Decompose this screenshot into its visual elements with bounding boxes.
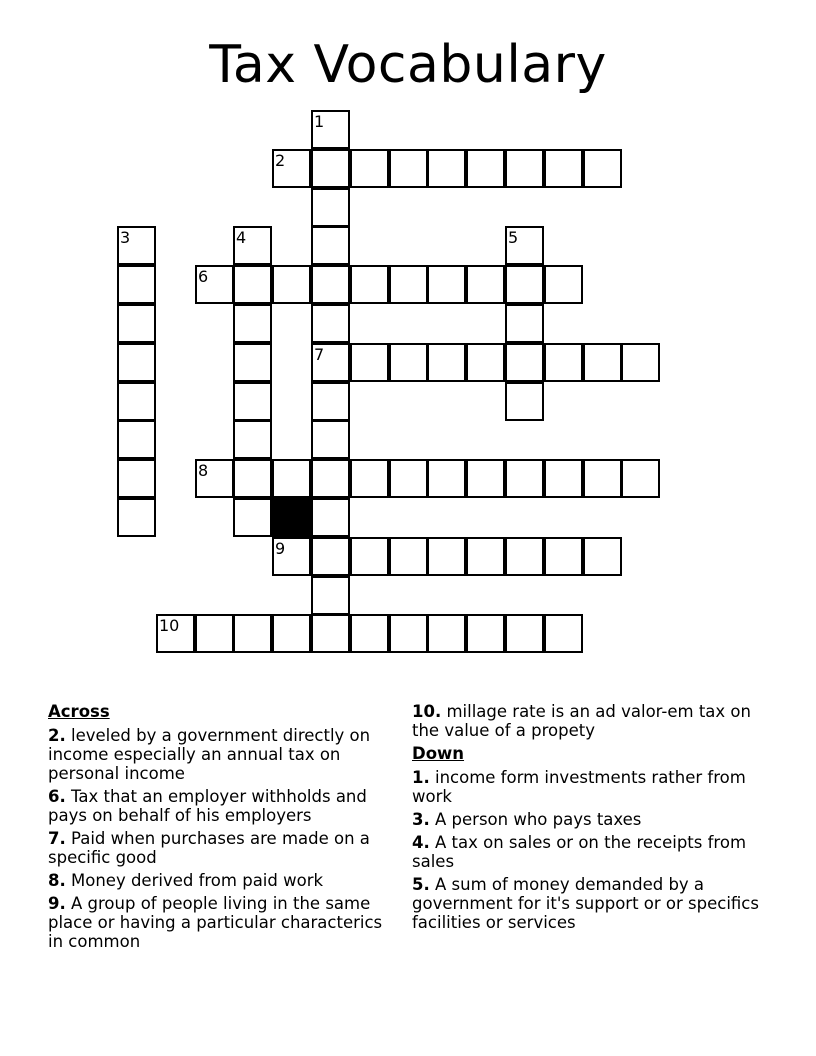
grid-cell[interactable] — [505, 304, 544, 343]
grid-cell[interactable] — [311, 265, 350, 304]
grid-cell[interactable] — [427, 459, 466, 498]
grid-cell[interactable] — [272, 265, 311, 304]
grid-cell[interactable] — [311, 226, 350, 265]
grid-cell[interactable] — [311, 304, 350, 343]
clue-across-8: 8. Money derived from paid work — [48, 871, 324, 890]
clue-across-9: 9. A group of people living in the same place or having a particular characterics in common — [48, 894, 383, 951]
grid-cell[interactable] — [233, 614, 272, 653]
grid-cell[interactable] — [233, 382, 272, 421]
grid-cell[interactable] — [544, 537, 583, 576]
grid-cell[interactable] — [233, 265, 272, 304]
grid-cell[interactable] — [311, 188, 350, 227]
grid-cell[interactable] — [466, 537, 505, 576]
clue-number-label: 9 — [275, 539, 286, 558]
grid-cell[interactable] — [389, 343, 428, 382]
clue-number-label: 5 — [508, 228, 519, 247]
grid-cell[interactable] — [350, 537, 389, 576]
grid-cell[interactable] — [233, 420, 272, 459]
grid-cell[interactable] — [389, 614, 428, 653]
grid-cell[interactable] — [350, 343, 389, 382]
grid-cell[interactable] — [466, 265, 505, 304]
clue-across-6: 6. Tax that an employer withholds and pays on behalf of his employers — [48, 787, 367, 825]
grid-cell[interactable] — [389, 149, 428, 188]
grid-cell[interactable] — [350, 265, 389, 304]
clue-across-2: 2. leveled by a government directly on income especially an annual tax on personal income — [48, 726, 371, 783]
grid-cell[interactable] — [311, 459, 350, 498]
grid-cell[interactable] — [621, 343, 660, 382]
grid-cell[interactable] — [427, 343, 466, 382]
grid-cell[interactable] — [544, 614, 583, 653]
grid-cell[interactable] — [117, 459, 156, 498]
grid-cell[interactable] — [311, 382, 350, 421]
clue-number-label: 2 — [275, 151, 286, 170]
grid-cell[interactable] — [195, 614, 234, 653]
grid-cell[interactable] — [427, 265, 466, 304]
grid-cell[interactable] — [583, 149, 622, 188]
grid-cell[interactable] — [272, 459, 311, 498]
grid-cell[interactable] — [311, 614, 350, 653]
clue-number-label: 3 — [120, 228, 131, 247]
grid-cell[interactable] — [621, 459, 660, 498]
grid-cell[interactable] — [505, 149, 544, 188]
grid-cell[interactable] — [427, 614, 466, 653]
grid-cell[interactable] — [233, 304, 272, 343]
grid-cell[interactable] — [544, 265, 583, 304]
grid-cell[interactable] — [233, 498, 272, 537]
grid-cell[interactable] — [583, 537, 622, 576]
grid-cell[interactable] — [466, 614, 505, 653]
grid-cell[interactable] — [117, 382, 156, 421]
grid-cell[interactable] — [505, 343, 544, 382]
clues-column-right — [412, 702, 762, 936]
grid-cell[interactable] — [233, 343, 272, 382]
grid-cell[interactable] — [117, 498, 156, 537]
grid-cell[interactable] — [350, 614, 389, 653]
grid-cell[interactable] — [311, 420, 350, 459]
clue-across-10: 10. millage rate is an ad valor-em tax on the value of a propety — [412, 702, 751, 740]
grid-cell[interactable] — [311, 498, 350, 537]
grid-cell[interactable] — [389, 459, 428, 498]
clue-down-1: 1. income form investments rather from work — [412, 768, 746, 806]
grid-cell[interactable] — [117, 304, 156, 343]
blocked-cell — [272, 498, 311, 537]
grid-cell[interactable] — [350, 149, 389, 188]
grid-cell[interactable] — [505, 614, 544, 653]
grid-cell[interactable] — [117, 265, 156, 304]
grid-cell[interactable] — [583, 459, 622, 498]
grid-cell[interactable] — [505, 537, 544, 576]
clue-down-4: 4. A tax on sales or on the receipts from sales — [412, 833, 747, 871]
clue-number-label: 8 — [198, 461, 209, 480]
clue-down-3: 3. A person who pays taxes — [412, 810, 642, 829]
grid-cell[interactable] — [311, 537, 350, 576]
down-heading: Down — [412, 744, 465, 763]
page-title: Tax Vocabulary — [209, 35, 607, 95]
clue-number-label: 7 — [314, 345, 325, 364]
grid-cell[interactable] — [117, 343, 156, 382]
grid-cell[interactable] — [544, 459, 583, 498]
grid-cell[interactable] — [389, 265, 428, 304]
grid-cell[interactable] — [505, 382, 544, 421]
grid-cell[interactable] — [583, 343, 622, 382]
clue-number-label: 4 — [236, 228, 247, 247]
grid-cell[interactable] — [544, 149, 583, 188]
grid-cell[interactable] — [311, 576, 350, 615]
grid-cell[interactable] — [272, 614, 311, 653]
grid-cell[interactable] — [117, 420, 156, 459]
grid-cell[interactable] — [544, 343, 583, 382]
grid-cell[interactable] — [350, 459, 389, 498]
grid-cell[interactable] — [466, 149, 505, 188]
clue-number-label: 10 — [159, 616, 180, 635]
clue-number-label: 6 — [198, 267, 209, 286]
clue-across-7: 7. Paid when purchases are made on a specific good — [48, 829, 370, 867]
clues-column-left — [48, 702, 398, 955]
grid-cell[interactable] — [505, 265, 544, 304]
grid-cell[interactable] — [233, 459, 272, 498]
grid-cell[interactable] — [427, 149, 466, 188]
grid-cell[interactable] — [466, 459, 505, 498]
grid-cell[interactable] — [466, 343, 505, 382]
grid-cell[interactable] — [505, 459, 544, 498]
grid-cell[interactable] — [389, 537, 428, 576]
clue-number-label: 1 — [314, 112, 325, 131]
across-heading: Across — [48, 702, 110, 721]
clue-down-5: 5. A sum of money demanded by a government for it's support or or specifics facilities or services — [412, 875, 759, 932]
grid-cell[interactable] — [427, 537, 466, 576]
grid-cell[interactable] — [311, 149, 350, 188]
